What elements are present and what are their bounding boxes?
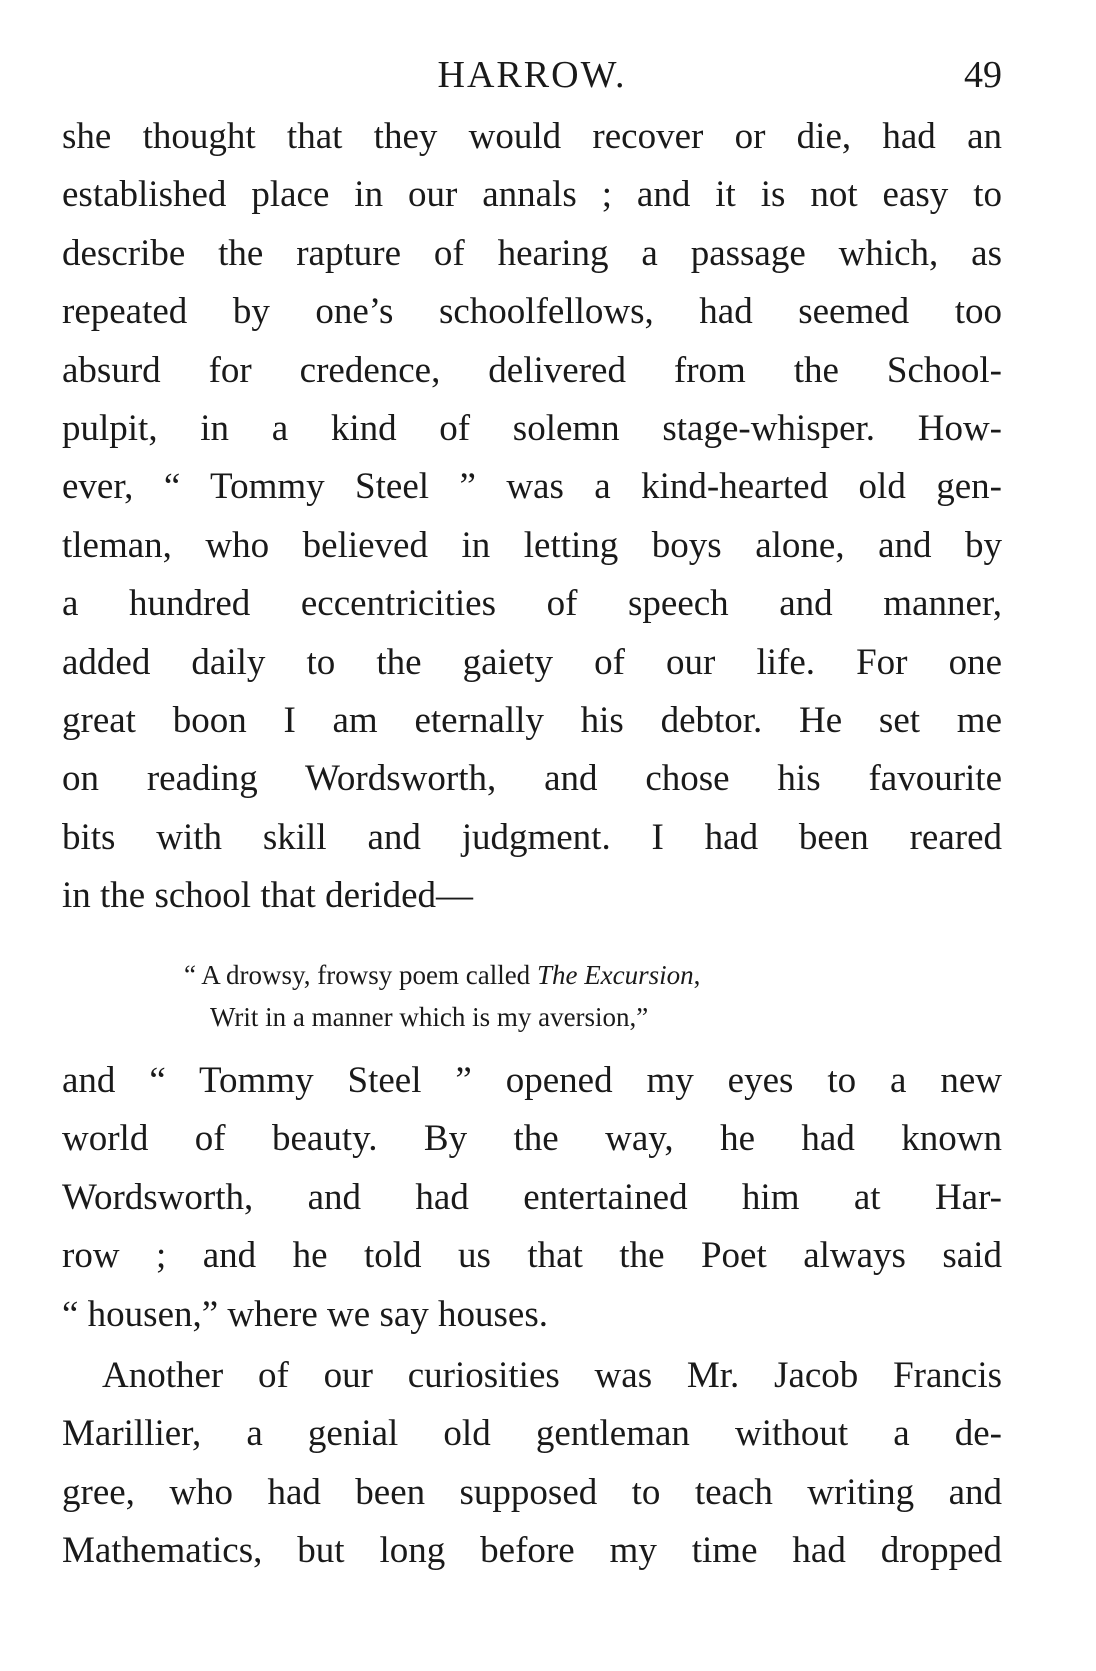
verse-line bbox=[184, 954, 904, 996]
text-line: Wordsworth, and had entertained him at Har- bbox=[62, 1176, 1002, 1218]
page-number: 49 bbox=[964, 54, 1002, 96]
verse-line: Writ in a manner which is my aversion,” bbox=[210, 1002, 649, 1032]
verse-text: , bbox=[693, 960, 701, 990]
text-line: row ; and he told us that the Poet always said bbox=[62, 1235, 1002, 1277]
text-line: great boon I am eternally his debtor. He set me bbox=[62, 699, 1002, 741]
text-line: world of beauty. By the way, he had known bbox=[62, 1118, 1002, 1160]
text-line: on reading Wordsworth, and chose his favourite bbox=[62, 758, 1002, 800]
text-line: a hundred eccentricities of speech and manner, bbox=[62, 583, 1002, 625]
text-line: pulpit, in a kind of solemn stage-whisper. How- bbox=[62, 407, 1002, 449]
text-line: in the school that derided— bbox=[62, 875, 474, 917]
text-line: established place in our annals ; and it is not easy to bbox=[62, 174, 1002, 216]
text-line: Mathematics, but long before my time had dropped bbox=[62, 1530, 1002, 1572]
paragraph-1 bbox=[62, 108, 1002, 925]
text-line: gree, who had been supposed to teach writing and bbox=[62, 1471, 1002, 1513]
paragraph-2 bbox=[62, 1052, 1002, 1344]
paragraph-3 bbox=[62, 1347, 1002, 1581]
poem-title: The Excursion bbox=[536, 960, 694, 990]
text-line: she thought that they would recover or die, had an bbox=[62, 116, 1002, 157]
running-title: HARROW. bbox=[437, 54, 627, 96]
text-line: and “ Tommy Steel ” opened my eyes to a new bbox=[62, 1060, 1002, 1101]
text-line: absurd for credence, delivered from the School- bbox=[62, 349, 1002, 391]
text-line: “ housen,” where we say houses. bbox=[62, 1293, 548, 1335]
text-line: Another of our curiosities was Mr. Jacob Francis bbox=[102, 1355, 1002, 1396]
text-line: bits with skill and judgment. I had been reared bbox=[62, 816, 1002, 858]
text-line: ever, “ Tommy Steel ” was a kind-hearted old gen- bbox=[62, 466, 1002, 508]
text-line: tleman, who believed in letting boys alone, and by bbox=[62, 524, 1002, 566]
text-line: added daily to the gaiety of our life. For one bbox=[62, 641, 1002, 683]
text-line: describe the rapture of hearing a passage which, as bbox=[62, 232, 1002, 274]
verse-text: “ A drowsy, frowsy poem called bbox=[184, 960, 537, 990]
text-line: Marillier, a genial old gentleman without a de- bbox=[62, 1413, 1002, 1455]
verse-quotation bbox=[184, 954, 904, 1038]
running-head bbox=[62, 50, 1002, 100]
text-line: repeated by one’s schoolfellows, had seemed too bbox=[62, 291, 1002, 333]
